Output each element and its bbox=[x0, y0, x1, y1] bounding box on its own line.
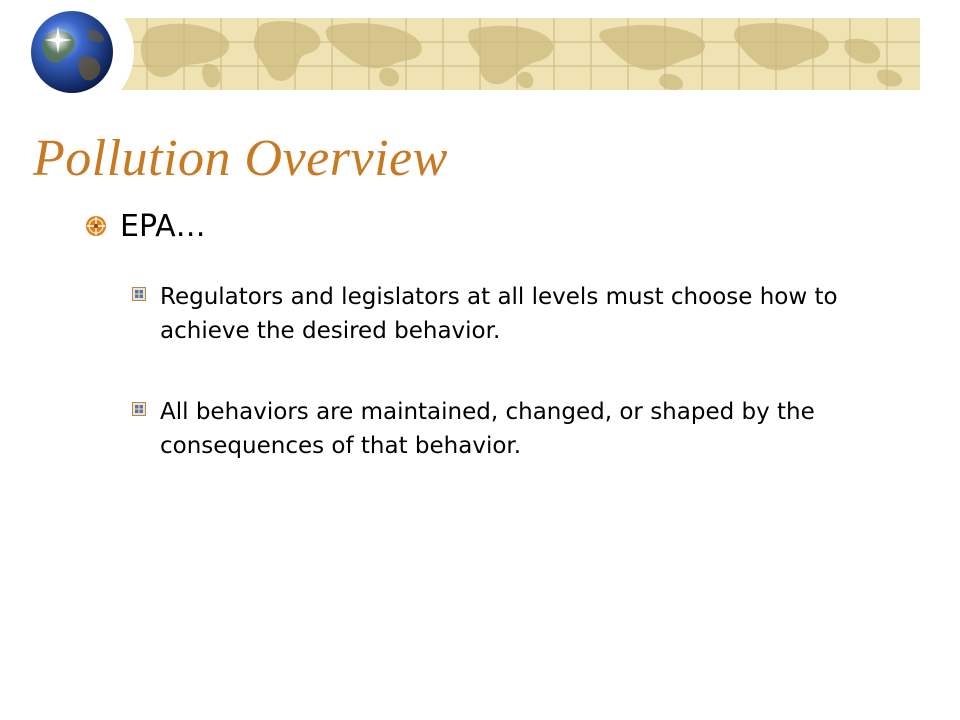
globe-icon bbox=[31, 11, 113, 93]
sub-bullet-text: Regulators and legislators at all levels must choose how to achieve the desired behavior. bbox=[160, 284, 838, 344]
sub-bullet-text: All behaviors are maintained, changed, or shaped by the consequences of that behavior. bbox=[160, 399, 815, 459]
sub-bullet-list bbox=[132, 280, 932, 510]
sub-bullet-item bbox=[132, 280, 932, 348]
square-bullet-icon bbox=[132, 287, 146, 301]
main-bullet-item bbox=[84, 198, 206, 254]
square-bullet-icon bbox=[132, 402, 146, 416]
sub-bullet-item bbox=[132, 395, 932, 463]
slide-title: Pollution Overview bbox=[33, 130, 448, 187]
main-bullet-text: EPA… bbox=[120, 208, 206, 244]
map-strip bbox=[110, 18, 920, 90]
world-map-banner bbox=[0, 0, 960, 110]
compass-bullet-icon bbox=[84, 214, 108, 238]
